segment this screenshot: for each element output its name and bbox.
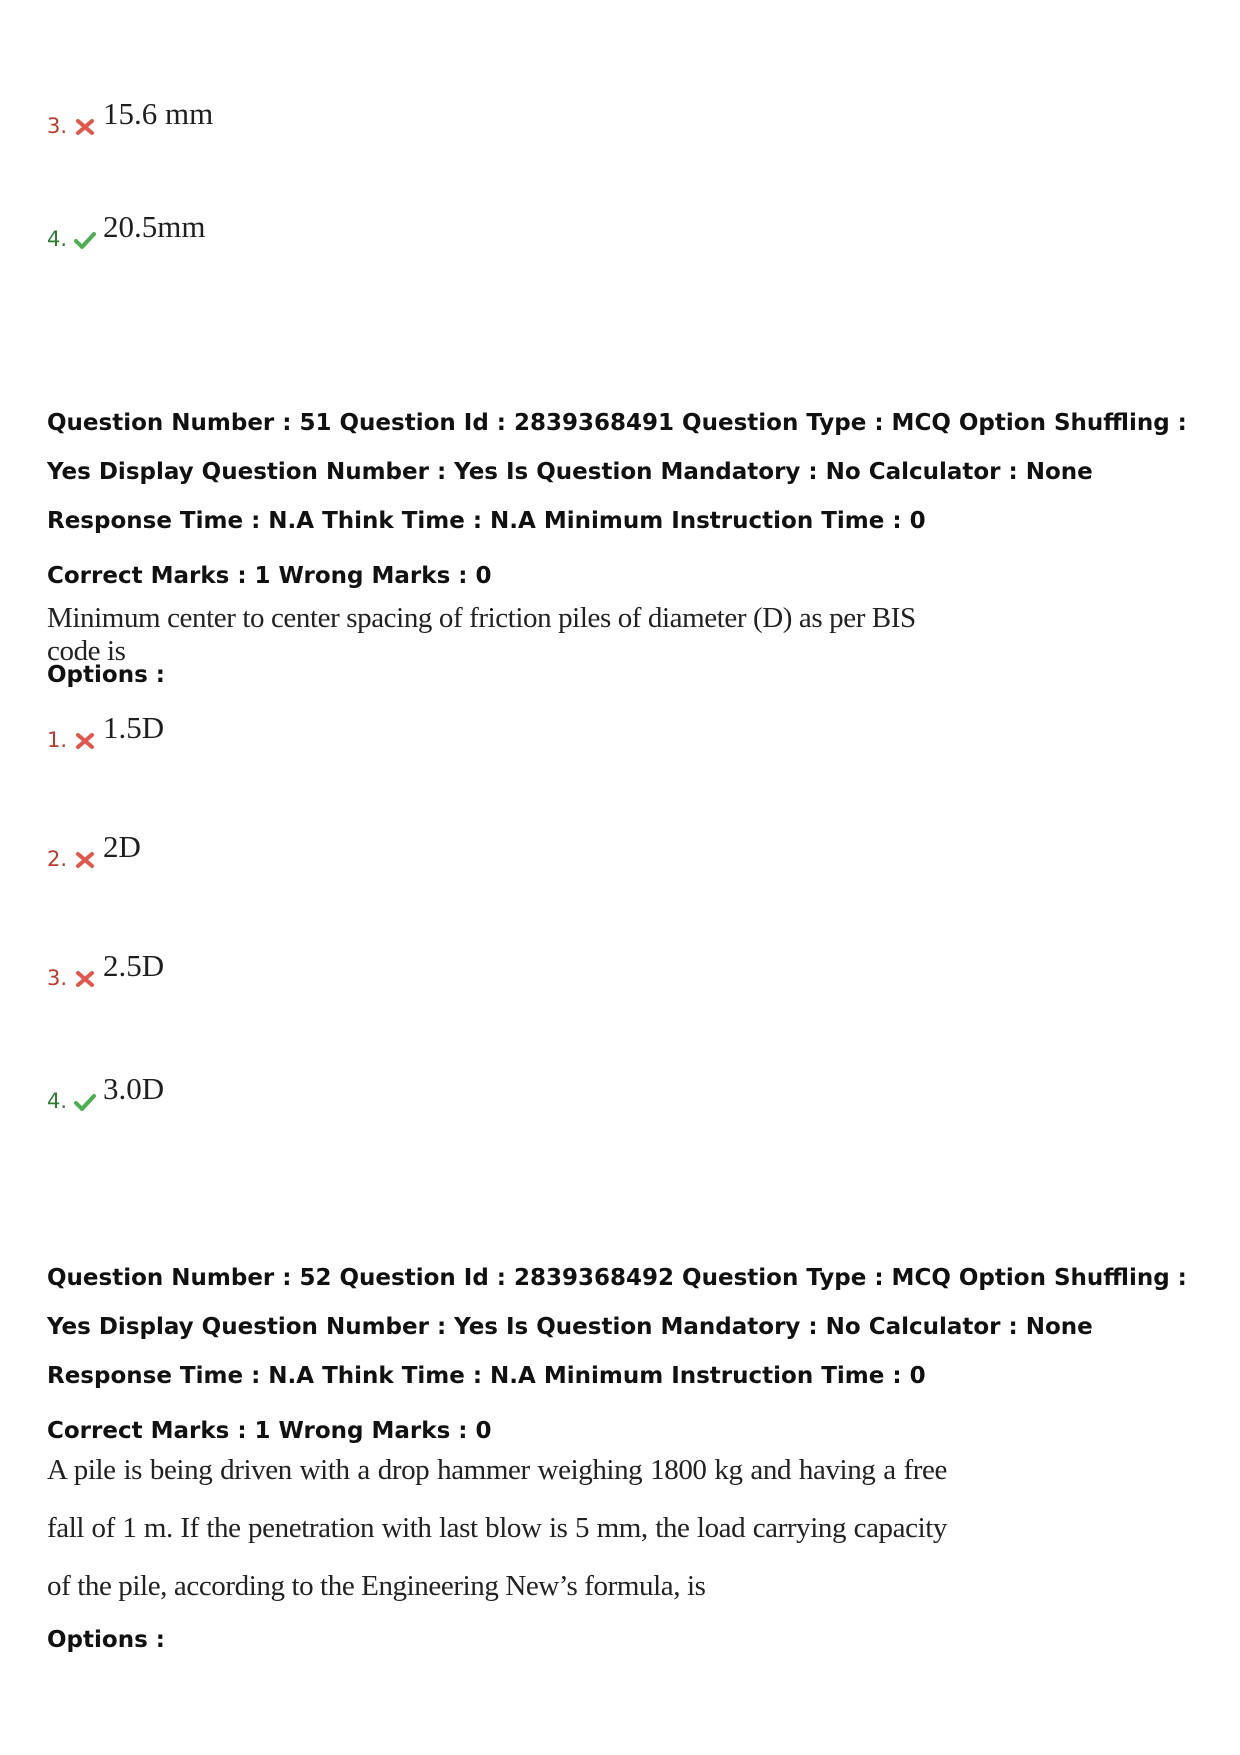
option-number: 3.	[47, 114, 68, 138]
option-text: 15.6 mm	[103, 96, 214, 131]
option-number: 3.	[47, 966, 68, 990]
option-row	[47, 1071, 165, 1113]
question-meta: Question Number : 52 Question Id : 2839368492 Question Type : MCQ Option Shuffling : Yes Display Question Number : Yes Is Question Mandatory : No Calculator : None Response Time : N.A Think Time : N.A Minimum Instruction Time : 0	[47, 1265, 1187, 1389]
question-marks: Correct Marks : 1 Wrong Marks : 0	[47, 1418, 492, 1444]
option-row	[47, 710, 165, 752]
options-label: Options :	[47, 662, 165, 688]
option-row	[47, 829, 141, 871]
options-label: Options :	[47, 1627, 165, 1653]
cross-icon	[73, 731, 97, 751]
cross-icon	[73, 969, 97, 989]
option-row	[47, 96, 214, 138]
question-meta: Question Number : 51 Question Id : 2839368491 Question Type : MCQ Option Shuffling : Yes Display Question Number : Yes Is Question Mandatory : No Calculator : None Response Time : N.A Think Time : N.A Minimum Instruction Time : 0	[47, 410, 1187, 534]
option-row	[47, 948, 165, 990]
option-number: 4.	[47, 227, 68, 251]
check-icon	[73, 230, 97, 250]
option-number: 1.	[47, 728, 68, 752]
option-text: 1.5D	[103, 710, 165, 745]
cross-icon	[73, 117, 97, 137]
question-stem: A pile is being driven with a drop hammer weighing 1800 kg and having a free fall of 1 m. If the penetration with last blow is 5 mm, the load carrying capacity of the pile, according to the Engineering New’s formula, is	[47, 1454, 947, 1602]
check-icon	[73, 1092, 97, 1112]
question-stem: Minimum center to center spacing of friction piles of diameter (D) as per BIS code is	[47, 602, 916, 667]
cross-icon	[73, 850, 97, 870]
option-row	[47, 209, 206, 251]
question-marks: Correct Marks : 1 Wrong Marks : 0	[47, 563, 492, 589]
option-text: 3.0D	[103, 1071, 165, 1106]
option-number: 2.	[47, 847, 68, 871]
option-text: 20.5mm	[103, 209, 206, 244]
option-text: 2.5D	[103, 948, 165, 983]
option-number: 4.	[47, 1089, 68, 1113]
option-text: 2D	[103, 829, 141, 864]
